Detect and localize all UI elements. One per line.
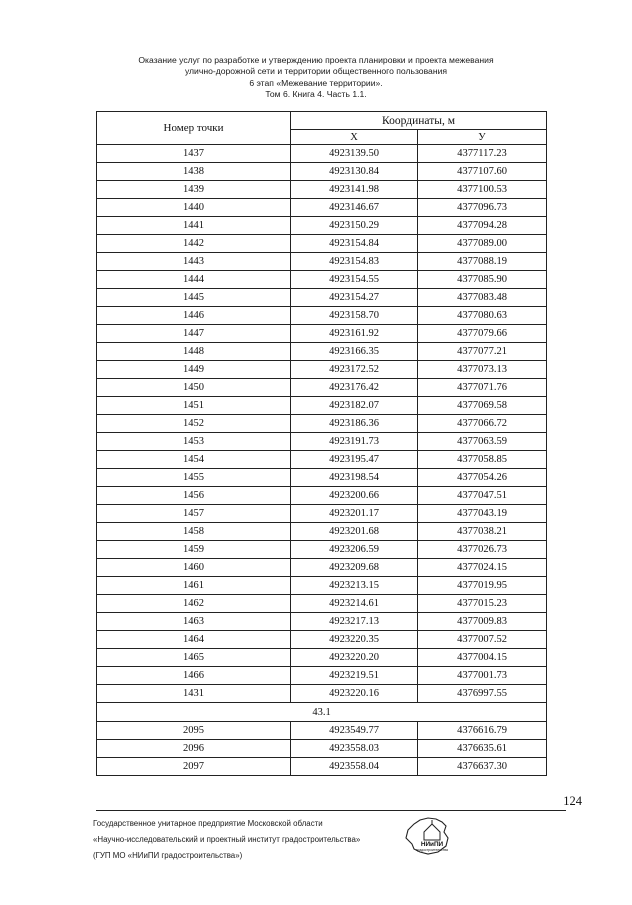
table-body-main [97,145,547,703]
table-row [97,271,547,289]
table-row [97,397,547,415]
footer-divider [96,810,566,811]
table-row [97,289,547,307]
y-coordinate-cell: 4377015.23 [418,595,547,613]
y-coordinate-cell: 4377069.58 [418,397,547,415]
point-number-cell: 1441 [97,217,291,235]
x-coordinate-cell: 4923217.13 [291,613,418,631]
x-coordinate-cell: 4923214.61 [291,595,418,613]
table-row [97,433,547,451]
table-row [97,722,547,740]
y-coordinate-cell: 4376616.79 [418,722,547,740]
table-row [97,577,547,595]
y-coordinate-cell: 4377073.13 [418,361,547,379]
y-coordinate-cell: 4377117.23 [418,145,547,163]
y-coordinate-cell: 4377007.52 [418,631,547,649]
table-row [97,181,547,199]
table-row [97,415,547,433]
x-coordinate-cell: 4923186.36 [291,415,418,433]
point-number-cell: 1466 [97,667,291,685]
x-coordinate-cell: 4923195.47 [291,451,418,469]
point-number-cell: 1449 [97,361,291,379]
svg-text:НИиПИ: НИиПИ [420,841,444,848]
point-number-cell: 1454 [97,451,291,469]
point-number-cell: 1460 [97,559,291,577]
table-row [97,199,547,217]
y-coordinate-cell: 4377107.60 [418,163,547,181]
x-coordinate-cell: 4923220.16 [291,685,418,703]
table-row [97,667,547,685]
x-coordinate-cell: 4923198.54 [291,469,418,487]
table-row [97,253,547,271]
point-number-cell: 1445 [97,289,291,307]
y-coordinate-cell: 4377038.21 [418,523,547,541]
x-coordinate-cell: 4923201.68 [291,523,418,541]
x-coordinate-cell: 4923154.55 [291,271,418,289]
x-coordinate-cell: 4923220.20 [291,649,418,667]
x-coordinate-cell: 4923150.29 [291,217,418,235]
org-line-2: «Научно-исследовательский и проектный институт градостроительства» [93,835,361,844]
header-line-4: Том 6. Книга 4. Часть 1.1. [265,88,367,99]
header-line-1: Оказание услуг по разработке и утверждению проекта планировки и проекта межевания [138,55,494,65]
x-coordinate-cell: 4923176.42 [291,379,418,397]
header-line-2: улично-дорожной сети и территории общественного пользования [184,66,448,77]
y-coordinate-cell: 4377089.00 [418,235,547,253]
y-coordinate-cell: 4377019.95 [418,577,547,595]
table-row [97,163,547,181]
table-row [97,469,547,487]
section-row [97,703,547,722]
coordinates-header: Координаты, м [291,112,547,130]
x-coordinate-cell: 4923161.92 [291,325,418,343]
y-coordinate-cell: 4377066.72 [418,415,547,433]
org-line-1: Государственное унитарное предприятие Московской области [93,819,323,828]
x-coordinate-cell: 4923182.07 [291,397,418,415]
point-number-cell: 1455 [97,469,291,487]
table-row [97,559,547,577]
table-body-second [97,722,547,776]
coordinates-table [96,111,547,776]
table-row [97,740,547,758]
table-row [97,505,547,523]
table-row [97,613,547,631]
x-coordinate-cell: 4923166.35 [291,343,418,361]
point-number-cell: 1440 [97,199,291,217]
y-coordinate-cell: 4377071.76 [418,379,547,397]
table-row [97,325,547,343]
y-coordinate-cell: 4377094.28 [418,217,547,235]
y-coordinate-cell: 4377024.15 [418,559,547,577]
point-number-cell: 1431 [97,685,291,703]
y-coordinate-cell: 4377004.15 [418,649,547,667]
x-coordinate-cell: 4923172.52 [291,361,418,379]
point-number-cell: 1459 [97,541,291,559]
x-column-header: X [291,130,418,145]
point-number-cell: 1465 [97,649,291,667]
point-number-cell: 1462 [97,595,291,613]
page-number: 124 [563,794,582,808]
table-row [97,343,547,361]
x-coordinate-cell: 4923139.50 [291,145,418,163]
y-coordinate-cell: 4376997.55 [418,685,547,703]
table-row [97,595,547,613]
y-coordinate-cell: 4377063.59 [418,433,547,451]
point-number-cell: 1447 [97,325,291,343]
document-header [0,55,632,100]
point-number-cell: 1456 [97,487,291,505]
point-number-cell: 1448 [97,343,291,361]
table-row [97,487,547,505]
y-coordinate-cell: 4377009.83 [418,613,547,631]
point-number-cell: 1450 [97,379,291,397]
x-coordinate-cell: 4923158.70 [291,307,418,325]
x-coordinate-cell: 4923209.68 [291,559,418,577]
x-coordinate-cell: 4923219.51 [291,667,418,685]
table-row [97,631,547,649]
point-number-cell: 1457 [97,505,291,523]
y-coordinate-cell: 4377088.19 [418,253,547,271]
x-coordinate-cell: 4923154.84 [291,235,418,253]
y-coordinate-cell: 4377096.73 [418,199,547,217]
table-row [97,307,547,325]
y-coordinate-cell: 4377083.48 [418,289,547,307]
x-coordinate-cell: 4923146.67 [291,199,418,217]
table-row [97,235,547,253]
section-label: 43.1 [97,703,547,722]
x-coordinate-cell: 4923154.27 [291,289,418,307]
x-coordinate-cell: 4923213.15 [291,577,418,595]
x-coordinate-cell: 4923558.03 [291,740,418,758]
point-number-cell: 1439 [97,181,291,199]
x-coordinate-cell: 4923154.83 [291,253,418,271]
organization-block [93,816,360,864]
point-number-header: Номер точки [97,112,291,145]
point-number-cell: 1453 [97,433,291,451]
point-number-cell: 1451 [97,397,291,415]
x-coordinate-cell: 4923206.59 [291,541,418,559]
table-row [97,379,547,397]
y-column-header: У [418,130,547,145]
y-coordinate-cell: 4377054.26 [418,469,547,487]
point-number-cell: 2097 [97,758,291,776]
y-coordinate-cell: 4376637.30 [418,758,547,776]
y-coordinate-cell: 4377043.19 [418,505,547,523]
point-number-cell: 1463 [97,613,291,631]
table-row [97,758,547,776]
x-coordinate-cell: 4923130.84 [291,163,418,181]
y-coordinate-cell: 4377047.51 [418,487,547,505]
table-row [97,649,547,667]
svg-text:градостроительства: градостроительства [416,848,448,852]
table-row [97,685,547,703]
y-coordinate-cell: 4377085.90 [418,271,547,289]
y-coordinate-cell: 4377077.21 [418,343,547,361]
x-coordinate-cell: 4923220.35 [291,631,418,649]
y-coordinate-cell: 4377026.73 [418,541,547,559]
point-number-cell: 1458 [97,523,291,541]
table-row [97,523,547,541]
y-coordinate-cell: 4377079.66 [418,325,547,343]
y-coordinate-cell: 4377001.73 [418,667,547,685]
table-row [97,145,547,163]
point-number-cell: 1442 [97,235,291,253]
org-line-3: (ГУП МО «НИиПИ градостроительства») [93,851,243,860]
point-number-cell: 2095 [97,722,291,740]
table-row [97,217,547,235]
point-number-cell: 1443 [97,253,291,271]
table-row [97,451,547,469]
point-number-cell: 2096 [97,740,291,758]
y-coordinate-cell: 4376635.61 [418,740,547,758]
header-line-3: 6 этап «Межевание территории». [249,77,383,88]
y-coordinate-cell: 4377058.85 [418,451,547,469]
x-coordinate-cell: 4923141.98 [291,181,418,199]
point-number-cell: 1437 [97,145,291,163]
table-row [97,361,547,379]
point-number-cell: 1438 [97,163,291,181]
point-number-cell: 1452 [97,415,291,433]
x-coordinate-cell: 4923558.04 [291,758,418,776]
y-coordinate-cell: 4377080.63 [418,307,547,325]
y-coordinate-cell: 4377100.53 [418,181,547,199]
x-coordinate-cell: 4923191.73 [291,433,418,451]
point-number-cell: 1461 [97,577,291,595]
point-number-cell: 1464 [97,631,291,649]
x-coordinate-cell: 4923200.66 [291,487,418,505]
point-number-cell: 1444 [97,271,291,289]
moscow-region-map-logo-icon [398,814,468,856]
x-coordinate-cell: 4923201.17 [291,505,418,523]
point-number-cell: 1446 [97,307,291,325]
x-coordinate-cell: 4923549.77 [291,722,418,740]
table-row [97,541,547,559]
